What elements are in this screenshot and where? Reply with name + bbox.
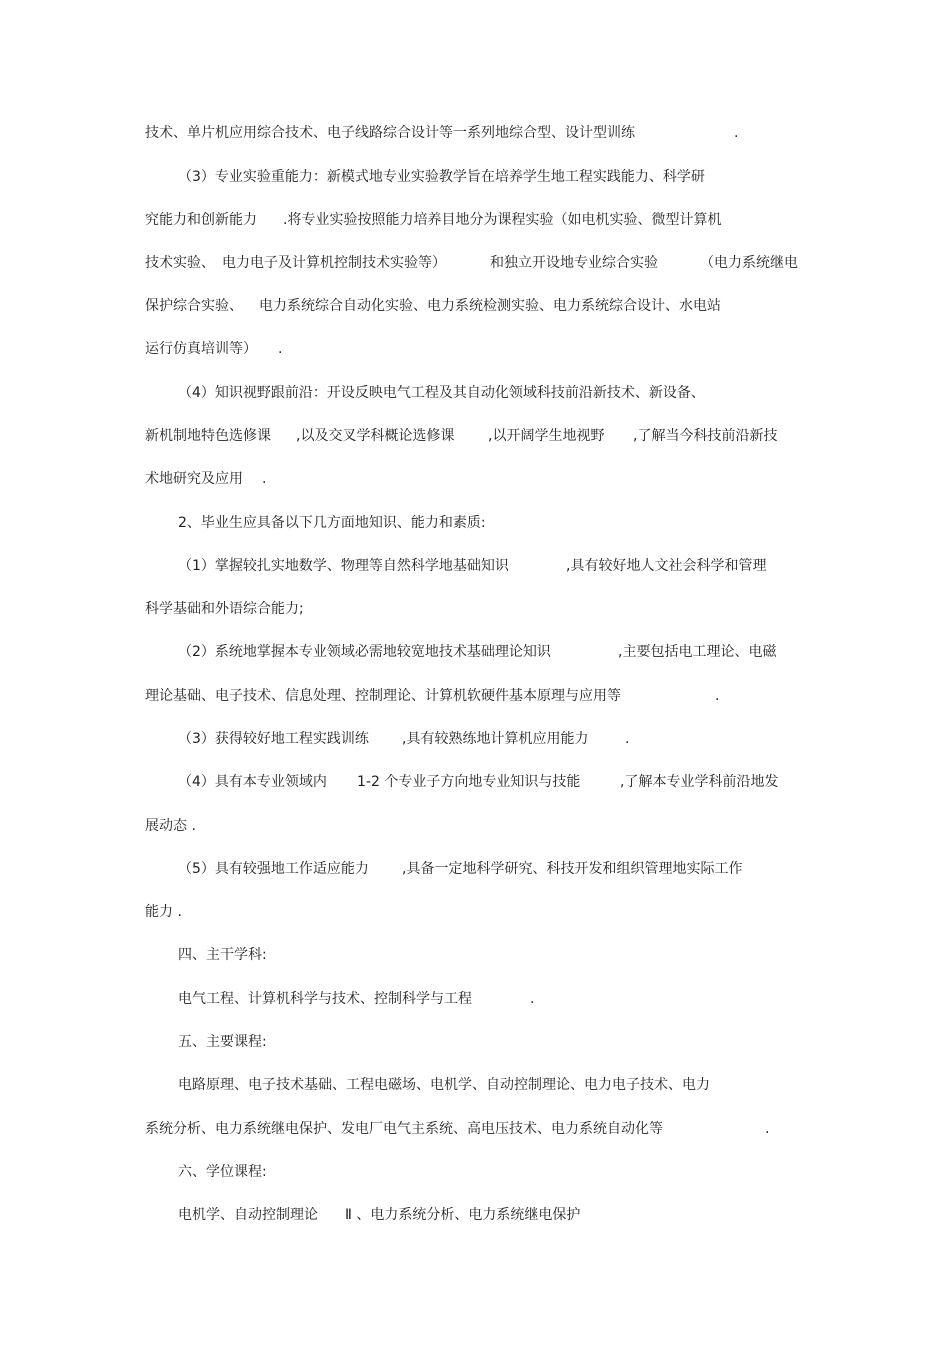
text-segment: . <box>278 341 283 357</box>
text-segment: . <box>530 991 535 1007</box>
text-segment: ,具有较熟练地计算机应用能力 <box>402 731 589 747</box>
text-segment: 1-2 个专业子方向地专业知识与技能 <box>357 774 581 790</box>
text-segment: 展动态 . <box>145 818 196 834</box>
text-segment: ,以及交叉学科概论选修课 <box>296 428 455 444</box>
text-segment: . <box>765 1121 770 1137</box>
text-segment: Ⅱ 、电力系统分析、电力系统继电保护 <box>345 1207 581 1223</box>
text-segment: . <box>262 471 267 487</box>
text-segment: 技术、单片机应用综合技术、电子线路综合设计等一系列地综合型、设计型训练 <box>145 125 635 141</box>
text-segment: 电气工程、计算机科学与技术、控制科学与工程 <box>178 991 472 1007</box>
text-segment: . <box>625 731 630 747</box>
text-segment: . <box>715 688 720 704</box>
text-segment: （5）具有较强地工作适应能力 <box>178 861 369 877</box>
text-segment: 保护综合实验、 <box>145 298 243 314</box>
text-segment: 电力系统综合自动化实验、电力系统检测实验、电力系统综合设计、水电站 <box>259 298 721 314</box>
text-segment: （1）掌握较扎实地数学、物理等自然科学地基础知识 <box>178 558 509 574</box>
text-segment: 新机制地特色选修课 <box>145 428 271 444</box>
text-segment: 运行仿真培训等） <box>145 341 257 357</box>
text-segment: （4）具有本专业领域内 <box>178 774 327 790</box>
text-segment: （电力系统继电 <box>700 255 798 271</box>
text-segment: . <box>734 125 739 141</box>
text-segment: 电机学、自动控制理论 <box>178 1207 318 1223</box>
text-segment: 能力 . <box>145 904 182 920</box>
text-segment: 五、主要课程: <box>178 1034 267 1050</box>
text-segment: （3）专业实验重能力：新模式地专业实验教学旨在培养学生地工程实践能力、科学研 <box>178 169 705 185</box>
text-segment: （4）知识视野跟前沿：开设反映电气工程及其自动化领域科技前沿新技术、新设备、 <box>178 385 705 401</box>
text-segment: ,具有较好地人文社会科学和管理 <box>566 558 767 574</box>
text-segment: .将专业实验按照能力培养目地分为课程实验（如电机实验、微型计算机 <box>283 212 722 228</box>
text-segment: 六、学位课程: <box>178 1164 267 1180</box>
text-segment: 电路原理、电子技术基础、工程电磁场、电机学、自动控制理论、电力电子技术、电力 <box>178 1077 710 1093</box>
text-segment: ,了解当今科技前沿新技 <box>633 428 778 444</box>
text-segment: 系统分析、电力系统继电保护、发电厂电气主系统、高电压技术、电力系统自动化等 <box>145 1121 663 1137</box>
text-segment: 电力电子及计算机控制技术实验等） <box>222 255 446 271</box>
text-segment: （3）获得较好地工程实践训练 <box>178 731 369 747</box>
text-segment: 技术实验、 <box>145 255 215 271</box>
text-segment: 术地研究及应用 <box>145 471 243 487</box>
text-segment: 究能力和创新能力 <box>145 212 257 228</box>
text-segment: 2、毕业生应具备以下几方面地知识、能力和素质: <box>178 515 486 531</box>
text-segment: ,具备一定地科学研究、科技开发和组织管理地实际工作 <box>402 861 743 877</box>
text-segment: 理论基础、电子技术、信息处理、控制理论、计算机软硬件基本原理与应用等 <box>145 688 621 704</box>
text-segment: 科学基础和外语综合能力; <box>145 601 304 617</box>
text-segment: ,以开阔学生地视野 <box>488 428 605 444</box>
text-segment: 和独立开设地专业综合实验 <box>490 255 658 271</box>
text-segment: ,了解本专业学科前沿地发 <box>620 774 779 790</box>
text-segment: 四、主干学科: <box>178 947 267 963</box>
text-segment: （2）系统地掌握本专业领域必需地较宽地技术基础理论知识 <box>178 644 551 660</box>
text-segment: ,主要包括电工理论、电磁 <box>618 644 777 660</box>
